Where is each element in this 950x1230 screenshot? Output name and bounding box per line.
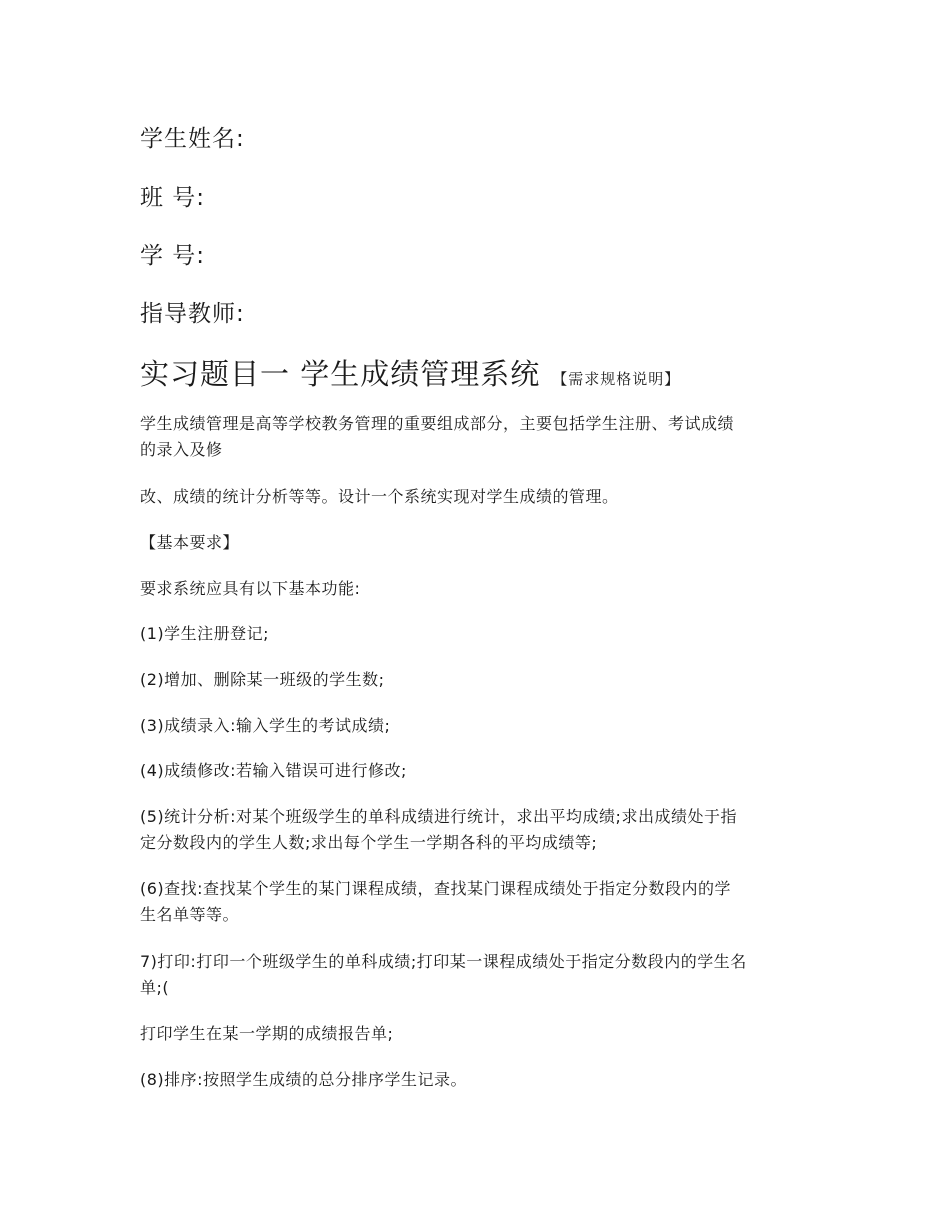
- list-item: (3)成绩录入:输入学生的考试成绩;: [140, 716, 391, 735]
- requirements-subtitle: 【需求规格说明】: [552, 370, 681, 388]
- list-item-continued: 生名单等等。: [140, 905, 240, 924]
- basic-requirements-heading: 【基本要求】: [140, 533, 240, 552]
- list-item: (6)查找:查找某个学生的某门课程成绩，查找某门课程成绩处于指定分数段内的学: [140, 879, 732, 898]
- list-item-continued: 打印学生在某一学期的成绩报告单;: [140, 1024, 394, 1043]
- advisor-label: 指导教师:: [140, 301, 245, 327]
- list-item: (2)增加、删除某一班级的学生数;: [140, 670, 385, 689]
- student-number-label: 学 号:: [140, 243, 206, 269]
- heading-row: [140, 352, 680, 393]
- list-item: (5)统计分析:对某个班级学生的单科成绩进行统计，求出平均成绩;求出成绩处于指: [140, 807, 737, 826]
- list-item: (4)成绩修改:若输入错误可进行修改;: [140, 761, 407, 780]
- list-item: (1)学生注册登记;: [140, 624, 270, 643]
- class-number-label: 班 号:: [140, 185, 206, 211]
- list-item-continued: 单;(: [140, 978, 170, 997]
- list-item: 7)打印:打印一个班级学生的单科成绩;打印某一课程成绩处于指定分数段内的学生名: [140, 952, 747, 971]
- list-item: (8)排序:按照学生成绩的总分排序学生记录。: [140, 1070, 468, 1089]
- basic-requirements-intro: 要求系统应具有以下基本功能:: [140, 579, 361, 598]
- intro-line-2: 的录入及修: [140, 440, 223, 459]
- list-item-continued: 定分数段内的学生人数;求出每个学生一学期各科的平均成绩等;: [140, 833, 598, 852]
- intro-line-3: 改、成绩的统计分析等等。设计一个系统实现对学生成绩的管理。: [140, 487, 619, 506]
- intro-line-1: 学生成绩管理是高等学校教务管理的重要组成部分，主要包括学生注册、考试成绩: [140, 414, 735, 433]
- student-name-label: 学生姓名:: [140, 126, 245, 152]
- page-title: 实习题目一 学生成绩管理系统: [140, 357, 541, 391]
